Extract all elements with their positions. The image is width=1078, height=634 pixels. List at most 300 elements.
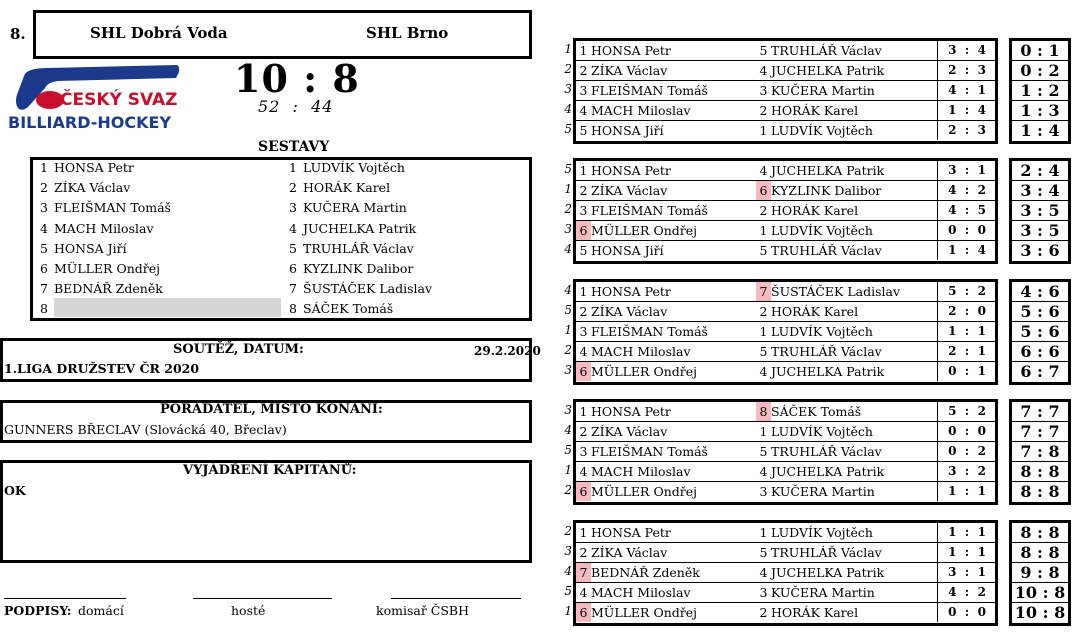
home-player-number: 4 (579, 344, 588, 359)
game-result: 0 : 0 (937, 422, 996, 441)
away-player-number: 1 (759, 324, 768, 339)
home-player-name: BEDNÁŘ Zdeněk (591, 565, 700, 580)
home-player-number: 2 (40, 180, 48, 196)
game-row (576, 523, 995, 543)
away-player-cell (756, 121, 873, 140)
game-row (576, 583, 995, 603)
away-player-number: 3 (759, 585, 768, 600)
home-player-name: HONSA Petr (591, 404, 671, 419)
away-player-name: TRUHLÁŘ Václav (771, 43, 882, 58)
home-player-cell (576, 121, 664, 140)
home-player-name: HONSA Petr (591, 284, 671, 299)
home-player-name: HONSA Petr (591, 43, 671, 58)
game-row (576, 101, 995, 121)
away-player-name: ŠUSTÁČEK Ladislav (303, 281, 433, 297)
logo-text-line2: BILLIARD-HOCKEY (8, 113, 172, 132)
running-score: 4 : 6 (1012, 282, 1068, 302)
game-order: 3 (564, 222, 572, 236)
away-player-name: JUCHELKA Patrik (303, 220, 417, 236)
game-result: 2 : 1 (937, 342, 996, 361)
away-player-cell (756, 543, 882, 562)
running-score: 7 : 7 (1012, 422, 1068, 442)
home-player-cell (576, 61, 667, 80)
away-player-cell (756, 603, 858, 622)
away-player-number: 1 (759, 123, 768, 138)
csbh-logo (8, 62, 183, 132)
away-player-name: TRUHLÁŘ Václav (771, 444, 882, 459)
competition-name: 1.LIGA DRUŽSTEV ČR 2020 (4, 361, 200, 376)
home-player-cell (576, 201, 708, 220)
captains-statement: OK (4, 483, 26, 498)
home-player-number: 4 (40, 220, 48, 236)
away-player-cell (756, 422, 873, 441)
away-player-number: 4 (759, 565, 768, 580)
captains-title: VYJÁDŘENÍ KAPITÁNŮ: (183, 463, 357, 478)
game-order: 1 (564, 604, 572, 618)
signature-line-away (193, 598, 332, 599)
away-lineup-row (289, 239, 414, 259)
home-player-name: MÜLLER Ondřej (591, 484, 697, 499)
home-player-number: 3 (579, 83, 588, 98)
away-player-name: KYZLINK Dalibor (771, 183, 882, 198)
game-order: 4 (564, 102, 572, 116)
away-player-cell (756, 563, 884, 582)
away-player-number: 3 (759, 83, 768, 98)
game-row (576, 402, 995, 422)
home-player-name: BEDNÁŘ Zdeněk (54, 281, 163, 297)
running-score-block (1009, 520, 1071, 626)
away-lineup-row (289, 219, 416, 239)
home-player-cell (576, 362, 697, 381)
home-player-cell (576, 583, 691, 602)
home-player-cell (576, 543, 667, 562)
away-player-number: 2 (759, 103, 768, 118)
away-player-cell (756, 342, 882, 361)
running-score-block (1009, 279, 1071, 385)
away-player-cell (756, 161, 884, 180)
away-player-number: 3 (289, 200, 297, 216)
home-lineup-row (40, 299, 54, 319)
away-player-name: HORÁK Karel (771, 605, 859, 620)
home-player-number: 2 (579, 183, 588, 198)
game-row (576, 442, 995, 462)
home-player-cell (576, 161, 671, 180)
game-block (573, 158, 998, 264)
away-player-number: 1 (759, 424, 768, 439)
home-player-cell (576, 342, 691, 361)
running-score: 1 : 3 (1012, 101, 1068, 121)
game-result: 3 : 2 (937, 462, 996, 481)
running-score: 8 : 8 (1012, 543, 1068, 563)
signatures-label: PODPISY: (4, 603, 72, 618)
home-player-cell (576, 41, 671, 60)
game-row (576, 362, 995, 381)
home-player-cell (576, 322, 708, 341)
home-player-name: ZÍKA Václav (591, 424, 668, 439)
game-block (573, 399, 998, 505)
away-player-number: 3 (759, 484, 768, 499)
game-result: 1 : 4 (937, 101, 996, 120)
running-score: 3 : 6 (1020, 241, 1060, 260)
home-player-name: FLEIŠMAN Tomáš (54, 200, 171, 216)
away-player-number: 2 (289, 180, 297, 196)
away-player-number: 7 (756, 282, 771, 301)
match-score: 10 : 8 (234, 56, 360, 101)
home-player-name: FLEIŠMAN Tomáš (591, 203, 708, 218)
running-score: 7 : 7 (1012, 402, 1068, 422)
home-player-cell (576, 302, 667, 321)
home-player-cell (576, 462, 691, 481)
game-result: 1 : 1 (937, 523, 996, 542)
running-score: 5 : 6 (1012, 322, 1068, 342)
running-score: 3 : 5 (1012, 221, 1068, 241)
home-player-name: FLEIŠMAN Tomáš (591, 444, 708, 459)
away-player-name: HORÁK Karel (771, 203, 859, 218)
home-player-number: 4 (579, 103, 588, 118)
away-player-name: SÁČEK Tomáš (771, 404, 862, 419)
signature-home-label: domácí (78, 603, 124, 618)
game-order: 4 (564, 564, 572, 578)
game-row (576, 302, 995, 322)
away-player-name: SÁČEK Tomáš (303, 301, 394, 317)
home-player-number: 7 (576, 563, 591, 582)
home-player-cell (576, 482, 697, 501)
away-player-cell (756, 201, 858, 220)
home-player-number: 2 (579, 63, 588, 78)
game-result: 3 : 1 (937, 563, 996, 582)
game-block (573, 520, 998, 626)
home-lineup-row (40, 219, 154, 239)
game-result: 0 : 1 (937, 362, 996, 381)
home-player-name: ZÍKA Václav (591, 63, 668, 78)
home-player-number: 2 (579, 545, 588, 560)
running-score-block (1009, 158, 1071, 264)
away-player-cell (756, 442, 882, 461)
game-result: 4 : 1 (937, 81, 996, 100)
away-player-name: TRUHLÁŘ Václav (771, 243, 882, 258)
game-result: 1 : 1 (937, 482, 996, 501)
home-player-number: 2 (579, 304, 588, 319)
away-player-name: JUCHELKA Patrik (771, 163, 885, 178)
home-player-cell (576, 282, 671, 301)
game-result: 4 : 2 (937, 583, 996, 602)
home-player-name: ZÍKA Václav (591, 545, 668, 560)
away-player-cell (756, 482, 875, 501)
empty-player-slot (54, 298, 281, 317)
away-player-number: 8 (289, 301, 297, 317)
home-player-name: ZÍKA Václav (591, 183, 668, 198)
game-result: 1 : 4 (937, 241, 996, 260)
home-player-number: 4 (579, 585, 588, 600)
game-order: 5 (564, 122, 572, 136)
home-player-number: 1 (40, 160, 48, 175)
home-player-name: MACH Miloslav (591, 464, 691, 479)
away-player-name: ŠUSTÁČEK Ladislav (771, 284, 901, 299)
competition-title: SOUTĚŽ, DATUM: (173, 342, 304, 357)
away-player-number: 5 (759, 545, 768, 560)
away-player-name: JUCHELKA Patrik (771, 565, 885, 580)
game-order: 5 (564, 443, 572, 457)
game-result: 4 : 2 (937, 181, 996, 200)
home-player-cell (576, 241, 664, 260)
game-result: 4 : 5 (937, 201, 996, 220)
home-player-number: 1 (579, 43, 588, 58)
away-player-name: LUDVÍK Vojtěch (303, 160, 405, 175)
game-row (576, 482, 995, 501)
home-player-name: MÜLLER Ondřej (591, 605, 697, 620)
game-block (573, 38, 998, 144)
home-player-number: 2 (579, 424, 588, 439)
home-player-cell (576, 402, 671, 421)
home-lineup-row (40, 198, 171, 218)
home-player-cell (576, 422, 667, 441)
home-player-number: 7 (40, 281, 48, 297)
away-player-number: 7 (289, 281, 297, 297)
running-score: 2 : 4 (1012, 161, 1068, 181)
away-player-cell (756, 523, 873, 542)
away-player-cell (756, 41, 882, 60)
away-player-name: LUDVÍK Vojtěch (771, 525, 873, 540)
away-player-name: TRUHLÁŘ Václav (303, 240, 414, 256)
away-lineup-row (289, 259, 413, 279)
running-score: 1 : 4 (1020, 121, 1060, 140)
home-player-number: 5 (579, 123, 588, 138)
away-player-number: 5 (289, 240, 297, 256)
home-player-name: FLEIŠMAN Tomáš (591, 324, 708, 339)
away-player-name: LUDVÍK Vojtěch (771, 223, 873, 238)
away-player-name: KUČERA Martin (771, 83, 875, 98)
home-lineup-row (40, 158, 134, 178)
game-row (576, 603, 995, 622)
home-player-number: 6 (576, 482, 591, 501)
away-player-cell (756, 402, 861, 421)
home-player-number: 1 (579, 163, 588, 178)
home-player-cell (576, 603, 697, 622)
away-player-name: TRUHLÁŘ Václav (771, 545, 882, 560)
running-score: 9 : 8 (1012, 563, 1068, 583)
running-score: 10 : 8 (1012, 583, 1068, 603)
away-player-name: JUCHELKA Patrik (771, 63, 885, 78)
game-result: 0 : 0 (937, 603, 996, 622)
game-result: 2 : 0 (937, 302, 996, 321)
away-player-number: 5 (759, 444, 768, 459)
home-player-cell (576, 563, 700, 582)
home-player-name: MÜLLER Ondřej (591, 364, 697, 379)
away-player-name: HORÁK Karel (771, 304, 859, 319)
home-lineup-row (40, 178, 130, 198)
away-player-cell (756, 322, 873, 341)
home-player-number: 6 (40, 261, 48, 276)
home-player-number: 3 (579, 203, 588, 218)
home-player-number: 1 (579, 404, 588, 419)
home-player-name: MÜLLER Ondřej (54, 261, 160, 276)
away-player-cell (756, 81, 875, 100)
away-player-number: 4 (759, 464, 768, 479)
home-player-name: HONSA Petr (591, 525, 671, 540)
running-score-block (1009, 399, 1071, 505)
away-lineup-row (289, 178, 390, 198)
away-player-cell (756, 101, 858, 120)
away-player-name: KUČERA Martin (771, 484, 875, 499)
game-order: 4 (564, 242, 572, 256)
game-row (576, 181, 995, 201)
home-player-name: MACH Miloslav (591, 103, 691, 118)
home-player-number: 6 (576, 603, 591, 622)
running-score: 0 : 2 (1012, 61, 1068, 81)
game-order: 3 (564, 363, 572, 377)
away-player-name: TRUHLÁŘ Václav (771, 344, 882, 359)
running-score: 8 : 8 (1012, 523, 1068, 543)
home-lineup-row (40, 279, 163, 299)
home-player-name: HONSA Petr (54, 160, 134, 175)
game-order: 4 (564, 423, 572, 437)
away-player-cell (756, 241, 882, 260)
running-score: 8 : 8 (1012, 462, 1068, 482)
home-team: SHL Dobrá Voda (90, 24, 228, 42)
home-player-number: 3 (579, 444, 588, 459)
game-row (576, 342, 995, 362)
home-player-number: 4 (579, 464, 588, 479)
away-player-name: LUDVÍK Vojtěch (771, 324, 873, 339)
home-player-name: MACH Miloslav (591, 344, 691, 359)
running-score: 8 : 8 (1020, 482, 1060, 501)
lineups-title: SESTAVY (258, 139, 330, 155)
away-team: SHL Brno (366, 24, 449, 42)
game-order: 1 (564, 182, 572, 196)
signature-away-label: hosté (231, 603, 266, 618)
away-player-number: 2 (759, 605, 768, 620)
away-player-name: HORÁK Karel (303, 180, 391, 196)
away-player-number: 5 (759, 344, 768, 359)
organizer-title: POŘADATEL, MÍSTO KONÁNÍ: (160, 402, 383, 417)
away-player-cell (756, 583, 875, 602)
game-row (576, 221, 995, 241)
game-result: 3 : 1 (937, 161, 996, 180)
away-player-cell (756, 302, 858, 321)
game-row (576, 462, 995, 482)
away-player-name: LUDVÍK Vojtěch (771, 424, 873, 439)
home-player-number: 6 (576, 362, 591, 381)
away-player-cell (756, 181, 881, 200)
away-player-number: 1 (759, 223, 768, 238)
home-player-number: 1 (579, 525, 588, 540)
running-score: 5 : 6 (1012, 302, 1068, 322)
game-row (576, 241, 995, 260)
running-score: 7 : 8 (1012, 442, 1068, 462)
home-lineup-row (40, 259, 160, 279)
game-order: 5 (564, 162, 572, 176)
signature-commissioner-label: komisař ČSBH (376, 603, 469, 618)
game-row (576, 121, 995, 140)
home-player-number: 8 (40, 301, 48, 317)
game-order: 3 (564, 544, 572, 558)
game-result: 0 : 0 (937, 221, 996, 240)
home-player-number: 3 (40, 200, 48, 216)
game-row (576, 282, 995, 302)
home-player-cell (576, 181, 667, 200)
home-player-name: ZÍKA Václav (54, 180, 131, 196)
away-player-number: 6 (289, 261, 297, 276)
away-player-number: 1 (759, 525, 768, 540)
game-result: 5 : 2 (937, 282, 996, 301)
game-order: 2 (564, 343, 572, 357)
away-player-number: 5 (759, 243, 768, 258)
away-player-cell (756, 282, 900, 301)
game-order: 2 (564, 202, 572, 216)
game-row (576, 61, 995, 81)
away-player-name: KUČERA Martin (771, 585, 875, 600)
away-player-name: KYZLINK Dalibor (303, 261, 414, 276)
game-result: 0 : 2 (937, 442, 996, 461)
home-player-number: 5 (579, 243, 588, 258)
game-result: 5 : 2 (937, 402, 996, 421)
home-player-name: MACH Miloslav (591, 585, 691, 600)
home-player-name: MÜLLER Ondřej (591, 223, 697, 238)
home-player-cell (576, 221, 697, 240)
away-player-number: 4 (289, 220, 297, 236)
away-player-number: 5 (759, 43, 768, 58)
running-score: 6 : 7 (1020, 362, 1060, 381)
away-lineup-row (289, 299, 393, 319)
game-result: 2 : 3 (937, 61, 996, 80)
away-player-number: 8 (756, 402, 771, 421)
game-order: 1 (564, 42, 572, 56)
away-player-cell (756, 462, 884, 481)
competition-date: 29.2.2020 (474, 344, 541, 358)
away-player-name: JUCHELKA Patrik (771, 464, 885, 479)
running-score: 10 : 8 (1014, 603, 1066, 622)
away-player-cell (756, 362, 884, 381)
away-player-number: 4 (759, 63, 768, 78)
away-player-name: HORÁK Karel (771, 103, 859, 118)
game-block (573, 279, 998, 385)
goal-score: 52 : 44 (258, 97, 334, 116)
running-score: 3 : 5 (1012, 201, 1068, 221)
game-row (576, 81, 995, 101)
home-lineup-row (40, 239, 127, 259)
logo-text-line1: ČESKÝ SVAZ (60, 90, 178, 110)
game-order: 5 (564, 584, 572, 598)
game-row (576, 161, 995, 181)
game-result: 2 : 3 (937, 121, 996, 140)
game-row (576, 422, 995, 442)
running-score: 6 : 6 (1012, 342, 1068, 362)
game-order: 2 (564, 483, 572, 497)
away-player-number: 2 (759, 304, 768, 319)
home-player-cell (576, 523, 671, 542)
away-lineup-row (289, 198, 407, 218)
signature-line-commissioner (391, 598, 521, 599)
game-result: 1 : 1 (937, 543, 996, 562)
away-player-name: KUČERA Martin (303, 200, 407, 216)
game-result: 1 : 1 (937, 322, 996, 341)
game-order: 3 (564, 82, 572, 96)
signature-line-home (4, 598, 126, 599)
home-player-cell (576, 442, 708, 461)
organizer-value: GUNNERS BŘECLAV (Slovácká 40, Břeclav) (4, 422, 287, 437)
game-order: 2 (564, 62, 572, 76)
game-order: 5 (564, 303, 572, 317)
away-lineup-row (289, 158, 405, 178)
running-score-block (1009, 38, 1071, 144)
home-player-name: HONSA Jiří (591, 123, 664, 138)
home-player-name: HONSA Jiří (591, 243, 664, 258)
home-player-name: HONSA Petr (591, 163, 671, 178)
home-player-name: FLEIŠMAN Tomáš (591, 83, 708, 98)
away-player-cell (756, 221, 873, 240)
away-player-cell (756, 61, 884, 80)
game-row (576, 322, 995, 342)
